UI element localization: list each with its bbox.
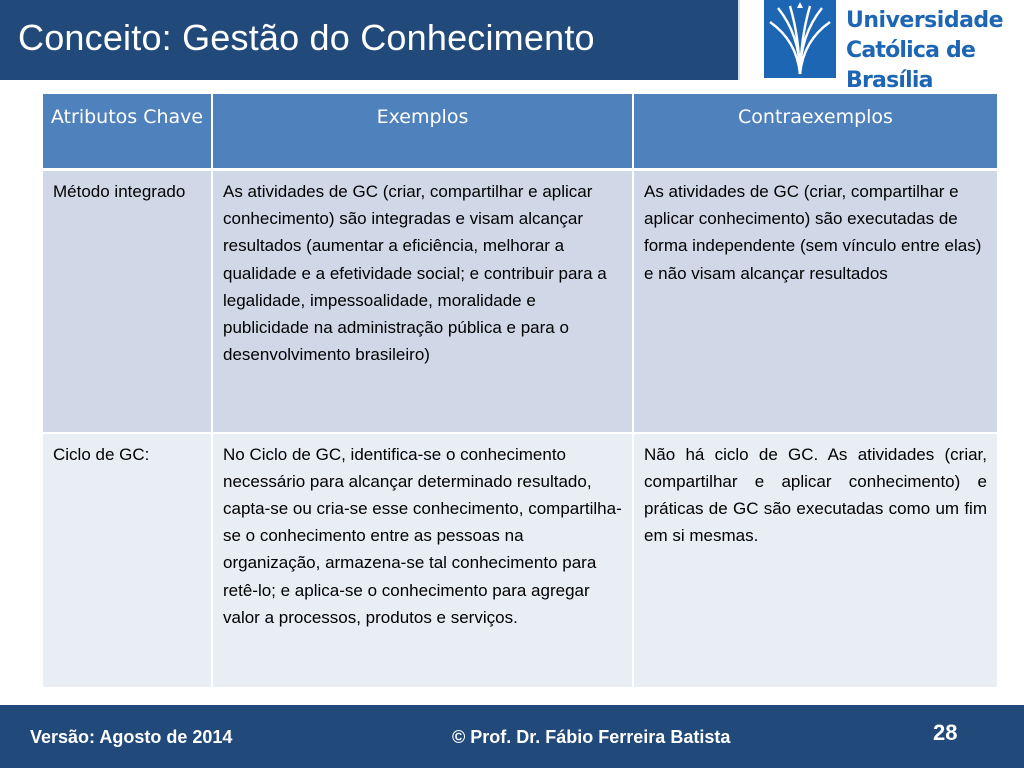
title-bar [0,0,740,80]
header-examples: Exemplos [212,94,633,170]
slide-title: Conceito: Gestão do Conhecimento [18,17,595,58]
row-example: As atividades de GC (criar, compartilhar e aplicar conhecimento) são integradas e visam alcançar resultados (aumentar a eficiência, melhorar a qualidade e a efetividade social; e contribuir para a legalidade, impessoalidade, moralidade e publicidade na administração pública e para o desenvolvimento brasileiro) [212,170,633,433]
row-counterexample: As atividades de GC (criar, compartilhar e aplicar conhecimento) são executadas de forma independente (sem vínculo entre elas) e não visam alcançar resultados [633,170,997,433]
page-number: 28 [933,720,958,745]
header-counterexamples: Contraexemplos [633,94,997,170]
row-counterexample: Não há ciclo de GC. As atividades (criar, compartilhar e aplicar conhecimento) e práticas de GC são executadas como um fim em si mesmas. [633,433,997,688]
row-attribute: Método integrado [43,170,212,433]
logo-line-1: Universidade [846,8,1004,33]
logo-line-2: Católica de Brasília [846,38,976,93]
table-header-row [43,94,997,170]
cathedral-logo-icon [764,0,836,78]
university-logo [760,0,1020,93]
attributes-table [43,94,997,689]
footer-bar [0,705,1024,768]
header-attributes: Atributos Chave [43,94,212,170]
footer-copyright: © Prof. Dr. Fábio Ferreira Batista [452,727,731,747]
table-row [43,170,997,433]
table-row [43,433,997,688]
row-example: No Ciclo de GC, identifica-se o conhecimento necessário para alcançar determinado resultado, capta-se ou cria-se esse conhecimento, compartilha-se o conhecimento entre as pessoas na organização, armazena-se tal conhecimento para retê-lo; e aplica-se o conhecimento para agregar valor a processos, produtos e serviços. [212,433,633,688]
logo-text [846,6,1020,96]
row-attribute: Ciclo de GC: [43,433,212,688]
footer-version: Versão: Agosto de 2014 [30,727,233,747]
